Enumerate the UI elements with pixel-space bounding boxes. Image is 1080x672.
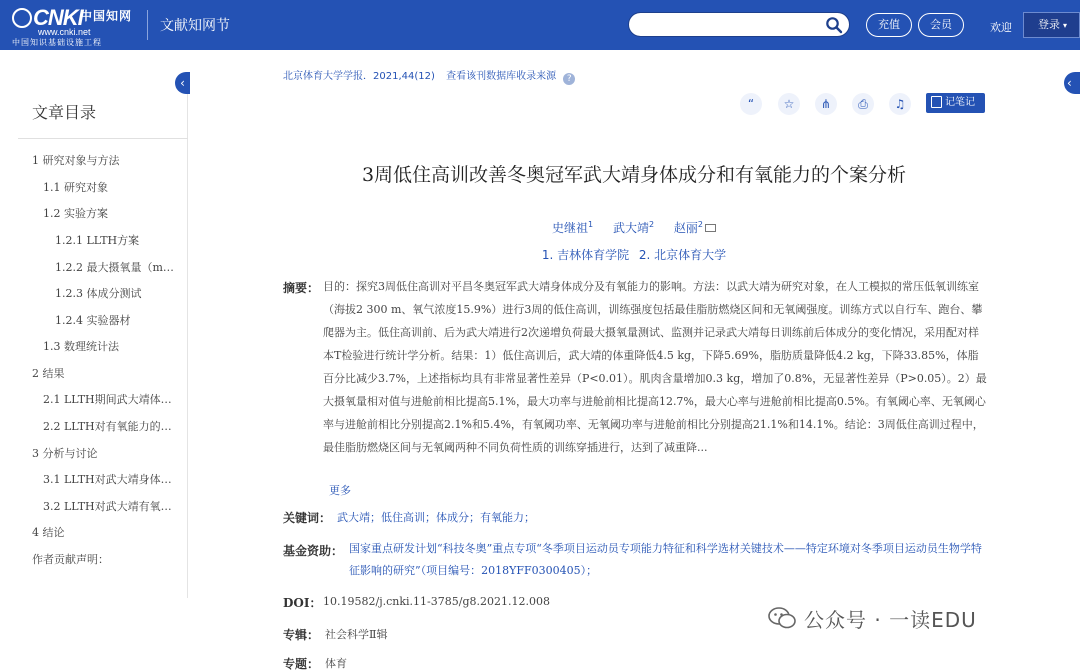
toc-item[interactable]: 1.2.2 最大摄氧量（ma… (55, 261, 180, 274)
toc-item[interactable]: 3 分析与讨论 (32, 447, 98, 460)
bell-icon[interactable]: ♫ (889, 93, 911, 115)
author-name: 武大靖 (612, 221, 649, 235)
share-icon[interactable]: ⋔ (815, 93, 837, 115)
sidebar-collapse-button[interactable] (175, 72, 190, 94)
toc-item[interactable]: 3.2 LLTH对武大靖有氧… (43, 500, 172, 513)
more-link[interactable]: 更多 (329, 484, 351, 497)
chevron-left-icon: ‹ (180, 76, 185, 90)
keywords-label: 关键词： (283, 511, 332, 525)
affiliations (283, 246, 985, 263)
take-notes-label: 记笔记 (945, 97, 975, 108)
chevron-down-icon: ▾ (1063, 21, 1068, 30)
author-name: 史继祖 (552, 221, 589, 235)
affiliation-link[interactable]: 2. 北京体育大学 (638, 248, 727, 262)
topic-label: 专题： (283, 657, 320, 671)
author-link[interactable] (613, 221, 654, 235)
toc-item[interactable]: 1.2.4 实验器材 (55, 314, 131, 327)
toc-divider (18, 138, 188, 139)
take-notes-button[interactable] (926, 93, 985, 113)
doi-label: DOI： (283, 596, 322, 610)
chevron-left-icon: ‹ (1067, 76, 1072, 90)
quote-icon[interactable]: “ (740, 93, 762, 115)
cnki-logo[interactable] (12, 3, 140, 47)
toc-item[interactable]: 2.1 LLTH期间武大靖体… (43, 393, 172, 406)
print-icon[interactable]: ⎙ (852, 93, 874, 115)
note-icon (931, 96, 942, 108)
journal-link[interactable]: 北京体育大学学报．2021,44(12) (283, 71, 435, 82)
affiliation-link[interactable]: 1. 吉林体育学院 (541, 248, 630, 262)
welcome-text: 欢迎 (990, 21, 1012, 34)
toc-item[interactable]: 2 结果 (32, 367, 65, 380)
wechat-icon (768, 607, 796, 629)
site-title: 文献知网节 (160, 18, 230, 34)
series-label: 专辑： (283, 628, 320, 642)
abstract-label: 摘要： (283, 281, 320, 295)
keywords[interactable]: 武大靖；低住高训；体成分；有氧能力； (337, 511, 535, 524)
author-link[interactable] (552, 221, 593, 235)
series-value: 社会科学Ⅱ辑 (325, 628, 388, 641)
toc-item[interactable]: 4 结论 (32, 526, 65, 539)
toc-item[interactable]: 1.2.3 体成分测试 (55, 287, 142, 300)
toc-item[interactable]: 2.2 LLTH对有氧能力的… (43, 420, 172, 433)
toc-item[interactable]: 1 研究对象与方法 (32, 154, 120, 167)
topic-value: 体育 (325, 657, 347, 670)
author-link[interactable] (674, 221, 716, 235)
header-divider (147, 10, 148, 40)
globe-icon (12, 8, 32, 28)
toc-item[interactable]: 1.3 数理统计法 (43, 340, 119, 353)
fund-text[interactable]: 国家重点研发计划“科技冬奥”重点专项“冬季项目运动员专项能力特征和科学选材关键技术——特定环境对冬季项目运动员生物学特征影响的研究”（项目编号：2018YFF0300405）； (349, 542, 982, 577)
logo-mark-text: CNKI (33, 5, 83, 30)
login-label: 登录 (1038, 18, 1060, 31)
author-affil-sup: 2 (648, 220, 655, 229)
toc-item[interactable]: 1.1 研究对象 (43, 181, 108, 194)
logo-cn: 中国知网 (80, 9, 133, 23)
article-title: 3周低住高训改善冬奥冠军武大靖身体成分和有氧能力的个案分析 (361, 164, 907, 186)
search-box (628, 12, 850, 37)
search-input[interactable] (639, 17, 819, 33)
toc-sidebar (18, 78, 188, 598)
author-list (283, 219, 985, 236)
toc-item[interactable]: 1.2 实验方案 (43, 207, 108, 220)
author-affil-sup: 1 (588, 220, 594, 229)
toc-item[interactable]: 作者贡献声明： (32, 553, 109, 566)
author-affil-sup: 2 (697, 220, 703, 229)
abstract-text: 目的：探究3周低住高训对平昌冬奥冠军武大靖身体成分及有氧能力的影响。方法：以武大靖为研究对象，在人工模拟的常压低氧训练室（海拔2 300 m、氧气浓度15.9%）进行3周的低住高训，训练强度包括最佳脂肪燃烧区间和无氧阈强度。训练方式以自行车、跑台、攀爬器为主。低住高训前、后为武大靖进行2次递增负荷最大摄氧量测试、监测并记录武大靖每日训练前后体成分的变化情况，采用配对样本T检验进行统计学分析。结果：1）低住高训后，武大靖的体重降低4.5 kg，下降5.69%，脂肪质量降低4.2 kg，下降33.85%，体脂百分比减少3.7%，上述指标均具有非常显著性差异（P<0.01）。肌肉含量增加0.3 kg，增加了0.8%，无显著性差异（P>0.05）。2）最大摄氧量相对值与进舱前相比提高5.1%，最大功率与进舱前相比提高12.7%，最大心率与进舱前相比提高0.5%。有氧阈心率、无氧阈心率与进舱前相比分别提高2.1%和5.4%，有氧阈功率、无氧阈功率与进舱前相比分别提高21.1%和14.1%。结论：3周低住高训过程中，最佳脂肪燃烧区间与无氧阈两种不同负荷性质的训练穿插进行，达到了减重降... (323, 280, 987, 454)
mail-icon[interactable] (705, 224, 716, 232)
search-icon[interactable] (825, 16, 843, 34)
doi-value: 10.19582/j.cnki.11-3785/g8.2021.12.008 (323, 595, 550, 608)
database-source-link[interactable]: 查看该刊数据库收录来源 (446, 71, 557, 82)
fund-label: 基金资助： (283, 544, 344, 558)
toc-item[interactable]: 3.1 LLTH对武大靖身体… (43, 473, 172, 486)
help-icon[interactable]: ? (563, 73, 575, 85)
watermark-text: 公众号 · 一读EDU (804, 608, 977, 632)
logo-url: www.cnki.net (38, 27, 91, 37)
star-icon[interactable]: ☆ (778, 93, 800, 115)
author-name: 赵丽 (673, 221, 698, 235)
toc-title: 文章目录 (32, 103, 97, 122)
recharge-button[interactable]: 充值 (866, 13, 912, 37)
login-button[interactable] (1023, 12, 1080, 38)
journal-source (283, 67, 575, 85)
toc-item[interactable]: 1.2.1 LLTH方案 (55, 234, 140, 247)
right-panel-toggle[interactable] (1064, 72, 1080, 94)
logo-subtitle: 中国知识基础设施工程 (12, 38, 102, 47)
member-button[interactable]: 会员 (918, 13, 964, 37)
top-header (0, 0, 1080, 50)
